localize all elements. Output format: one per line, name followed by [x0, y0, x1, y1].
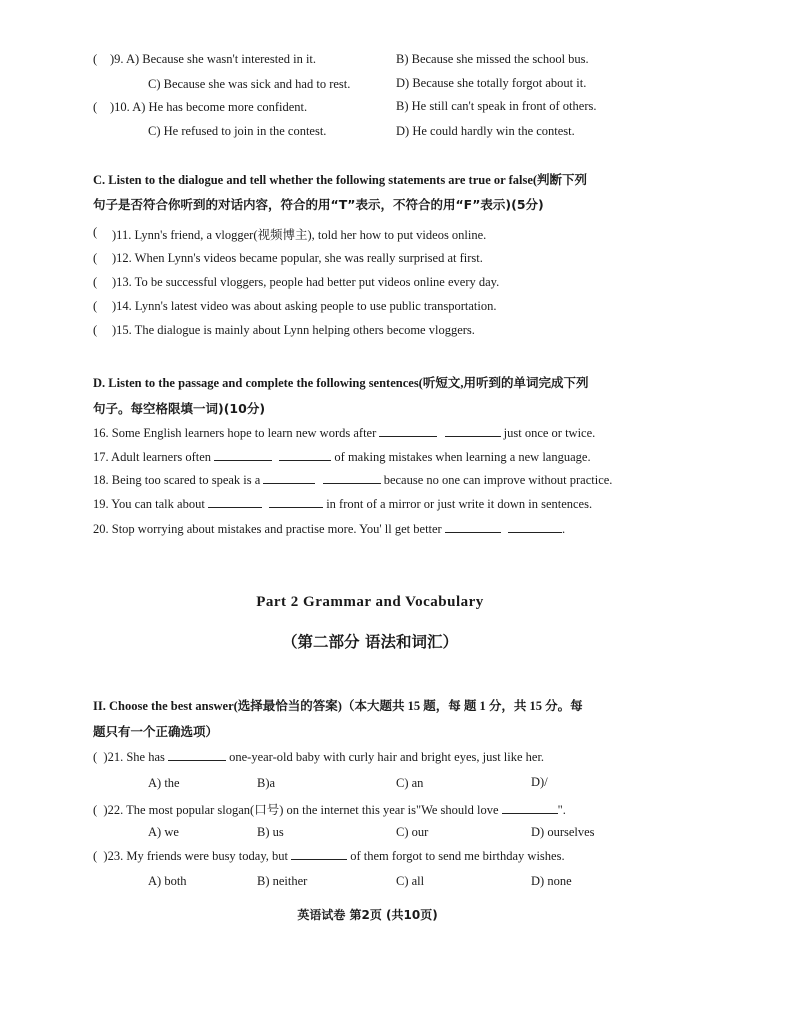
q22-option-a: A) we [148, 825, 179, 839]
q10-option-a: )10. A) He has become more confident. [110, 100, 308, 114]
q20-blank-1[interactable] [445, 522, 501, 533]
q21-option-a: A) the [148, 776, 180, 790]
q17-sentence [93, 450, 591, 465]
q16-text-before: 16. Some English learners hope to learn new words after [93, 426, 377, 440]
q10-option-d: D) He could hardly win the contest. [396, 124, 575, 138]
q22-option-d: D) ourselves [531, 825, 595, 839]
q23-blank[interactable] [291, 849, 347, 860]
q21-option-b: B)a [257, 776, 276, 790]
q22-blank[interactable] [502, 803, 558, 814]
q19-text-after: in front of a mirror or just write it down in sentences. [326, 497, 593, 511]
q18-text-after: because no one can improve without practice. [383, 473, 613, 487]
q9-option-a: )9. A) Because she wasn't interested in it. [110, 52, 317, 66]
section-d-heading: D. Listen to the passage and complete the following sentences(听短文,用听到的单词完成下列 [93, 376, 589, 390]
q16-blank-1[interactable] [379, 426, 437, 437]
q10-bracket: ( [93, 100, 98, 114]
q20-text-before: 20. Stop worrying about mistakes and practise more. You' ll get better [93, 522, 442, 536]
q21-option-c: C) an [396, 776, 424, 790]
q19-text-before: 19. You can talk about [93, 497, 205, 511]
q23-text-after: of them forgot to send me birthday wishes. [350, 849, 565, 863]
q11-bracket: ( [93, 225, 98, 239]
section-ii-heading: II. Choose the best answer(选择最恰当的答案)（本大题共 15 题，每 题 1 分，共 15 分。每 [93, 699, 583, 713]
q18-blank-1[interactable] [263, 473, 315, 484]
q22-bracket: ( [93, 803, 98, 817]
q18-sentence [93, 473, 612, 488]
q21-bracket: ( [93, 750, 98, 764]
q20-sentence [93, 522, 565, 537]
q20-text-after: . [561, 522, 566, 536]
part2-subtitle: （第二部分 语法和词汇） [282, 633, 458, 651]
q23-bracket: ( [93, 849, 98, 863]
q11-statement: )11. Lynn's friend, a vlogger(视频博主), told her how to put videos online. [112, 228, 487, 242]
q21-blank[interactable] [168, 750, 226, 761]
q18-text-before: 18. Being too scared to speak is a [93, 473, 261, 487]
q23-text-before: )23. My friends were busy today, but [103, 849, 288, 863]
q20-blank-2[interactable] [508, 522, 562, 533]
q13-bracket: ( [93, 275, 98, 289]
q9-option-d: D) Because she totally forgot about it. [396, 76, 587, 90]
q23-stem [93, 849, 565, 864]
q9-option-c: C) Because she was sick and had to rest. [148, 77, 351, 91]
q22-text-after: ". [557, 803, 566, 817]
q12-bracket: ( [93, 251, 98, 265]
section-c-heading: C. Listen to the dialogue and tell whether the following statements are true or false(判断下列 [93, 173, 588, 187]
q23-option-c: C) all [396, 874, 425, 888]
q17-blank-2[interactable] [279, 450, 331, 461]
q21-stem [93, 750, 544, 765]
section-ii-heading-cont: 题只有一个正确选项） [93, 724, 219, 739]
q15-statement: )15. The dialogue is mainly about Lynn helping others become vloggers. [112, 323, 475, 337]
q17-blank-1[interactable] [214, 450, 272, 461]
q21-option-d: D)/ [531, 775, 548, 789]
section-c-heading-cont: 句子是否符合你听到的对话内容，符合的用“T”表示，不符合的用“F”表示)(5分) [93, 197, 544, 212]
q10-option-b: B) He still can't speak in front of others. [396, 99, 597, 113]
q16-text-after: just once or twice. [503, 426, 596, 440]
q22-option-c: C) our [396, 825, 429, 839]
q14-bracket: ( [93, 299, 98, 313]
q16-sentence [93, 426, 595, 441]
part2-title: Part 2 Grammar and Vocabulary [256, 594, 484, 610]
q14-statement: )14. Lynn's latest video was about asking people to use public transportation. [112, 299, 497, 313]
q17-text-before: 17. Adult learners often [93, 450, 212, 464]
q22-option-b: B) us [257, 825, 284, 839]
q22-text-before: )22. The most popular slogan(口号) on the internet this year is"We should love [103, 803, 499, 817]
q16-blank-2[interactable] [445, 426, 501, 437]
q9-option-b: B) Because she missed the school bus. [396, 52, 589, 66]
q12-statement: )12. When Lynn's videos became popular, she was really surprised at first. [112, 251, 483, 265]
q23-option-b: B) neither [257, 874, 308, 888]
q19-blank-1[interactable] [208, 497, 262, 508]
q15-bracket: ( [93, 323, 98, 337]
q9-bracket: ( [93, 52, 98, 66]
section-d-heading-cont: 句子。每空格限填一词)(10分) [93, 401, 266, 416]
q23-option-a: A) both [148, 874, 187, 888]
q17-text-after: of making mistakes when learning a new language. [334, 450, 591, 464]
q18-blank-2[interactable] [323, 473, 381, 484]
page-footer: 英语试卷 第2页 (共10页) [297, 908, 438, 922]
q21-text-after: one-year-old baby with curly hair and bright eyes, just like her. [229, 750, 545, 764]
q19-blank-2[interactable] [269, 497, 323, 508]
q21-text-before: )21. She has [103, 750, 165, 764]
q22-stem [93, 800, 566, 818]
q13-statement: )13. To be successful vloggers, people had better put videos online every day. [112, 275, 500, 289]
q10-option-c: C) He refused to join in the contest. [148, 124, 327, 138]
q19-sentence [93, 497, 592, 512]
q23-option-d: D) none [531, 874, 572, 888]
